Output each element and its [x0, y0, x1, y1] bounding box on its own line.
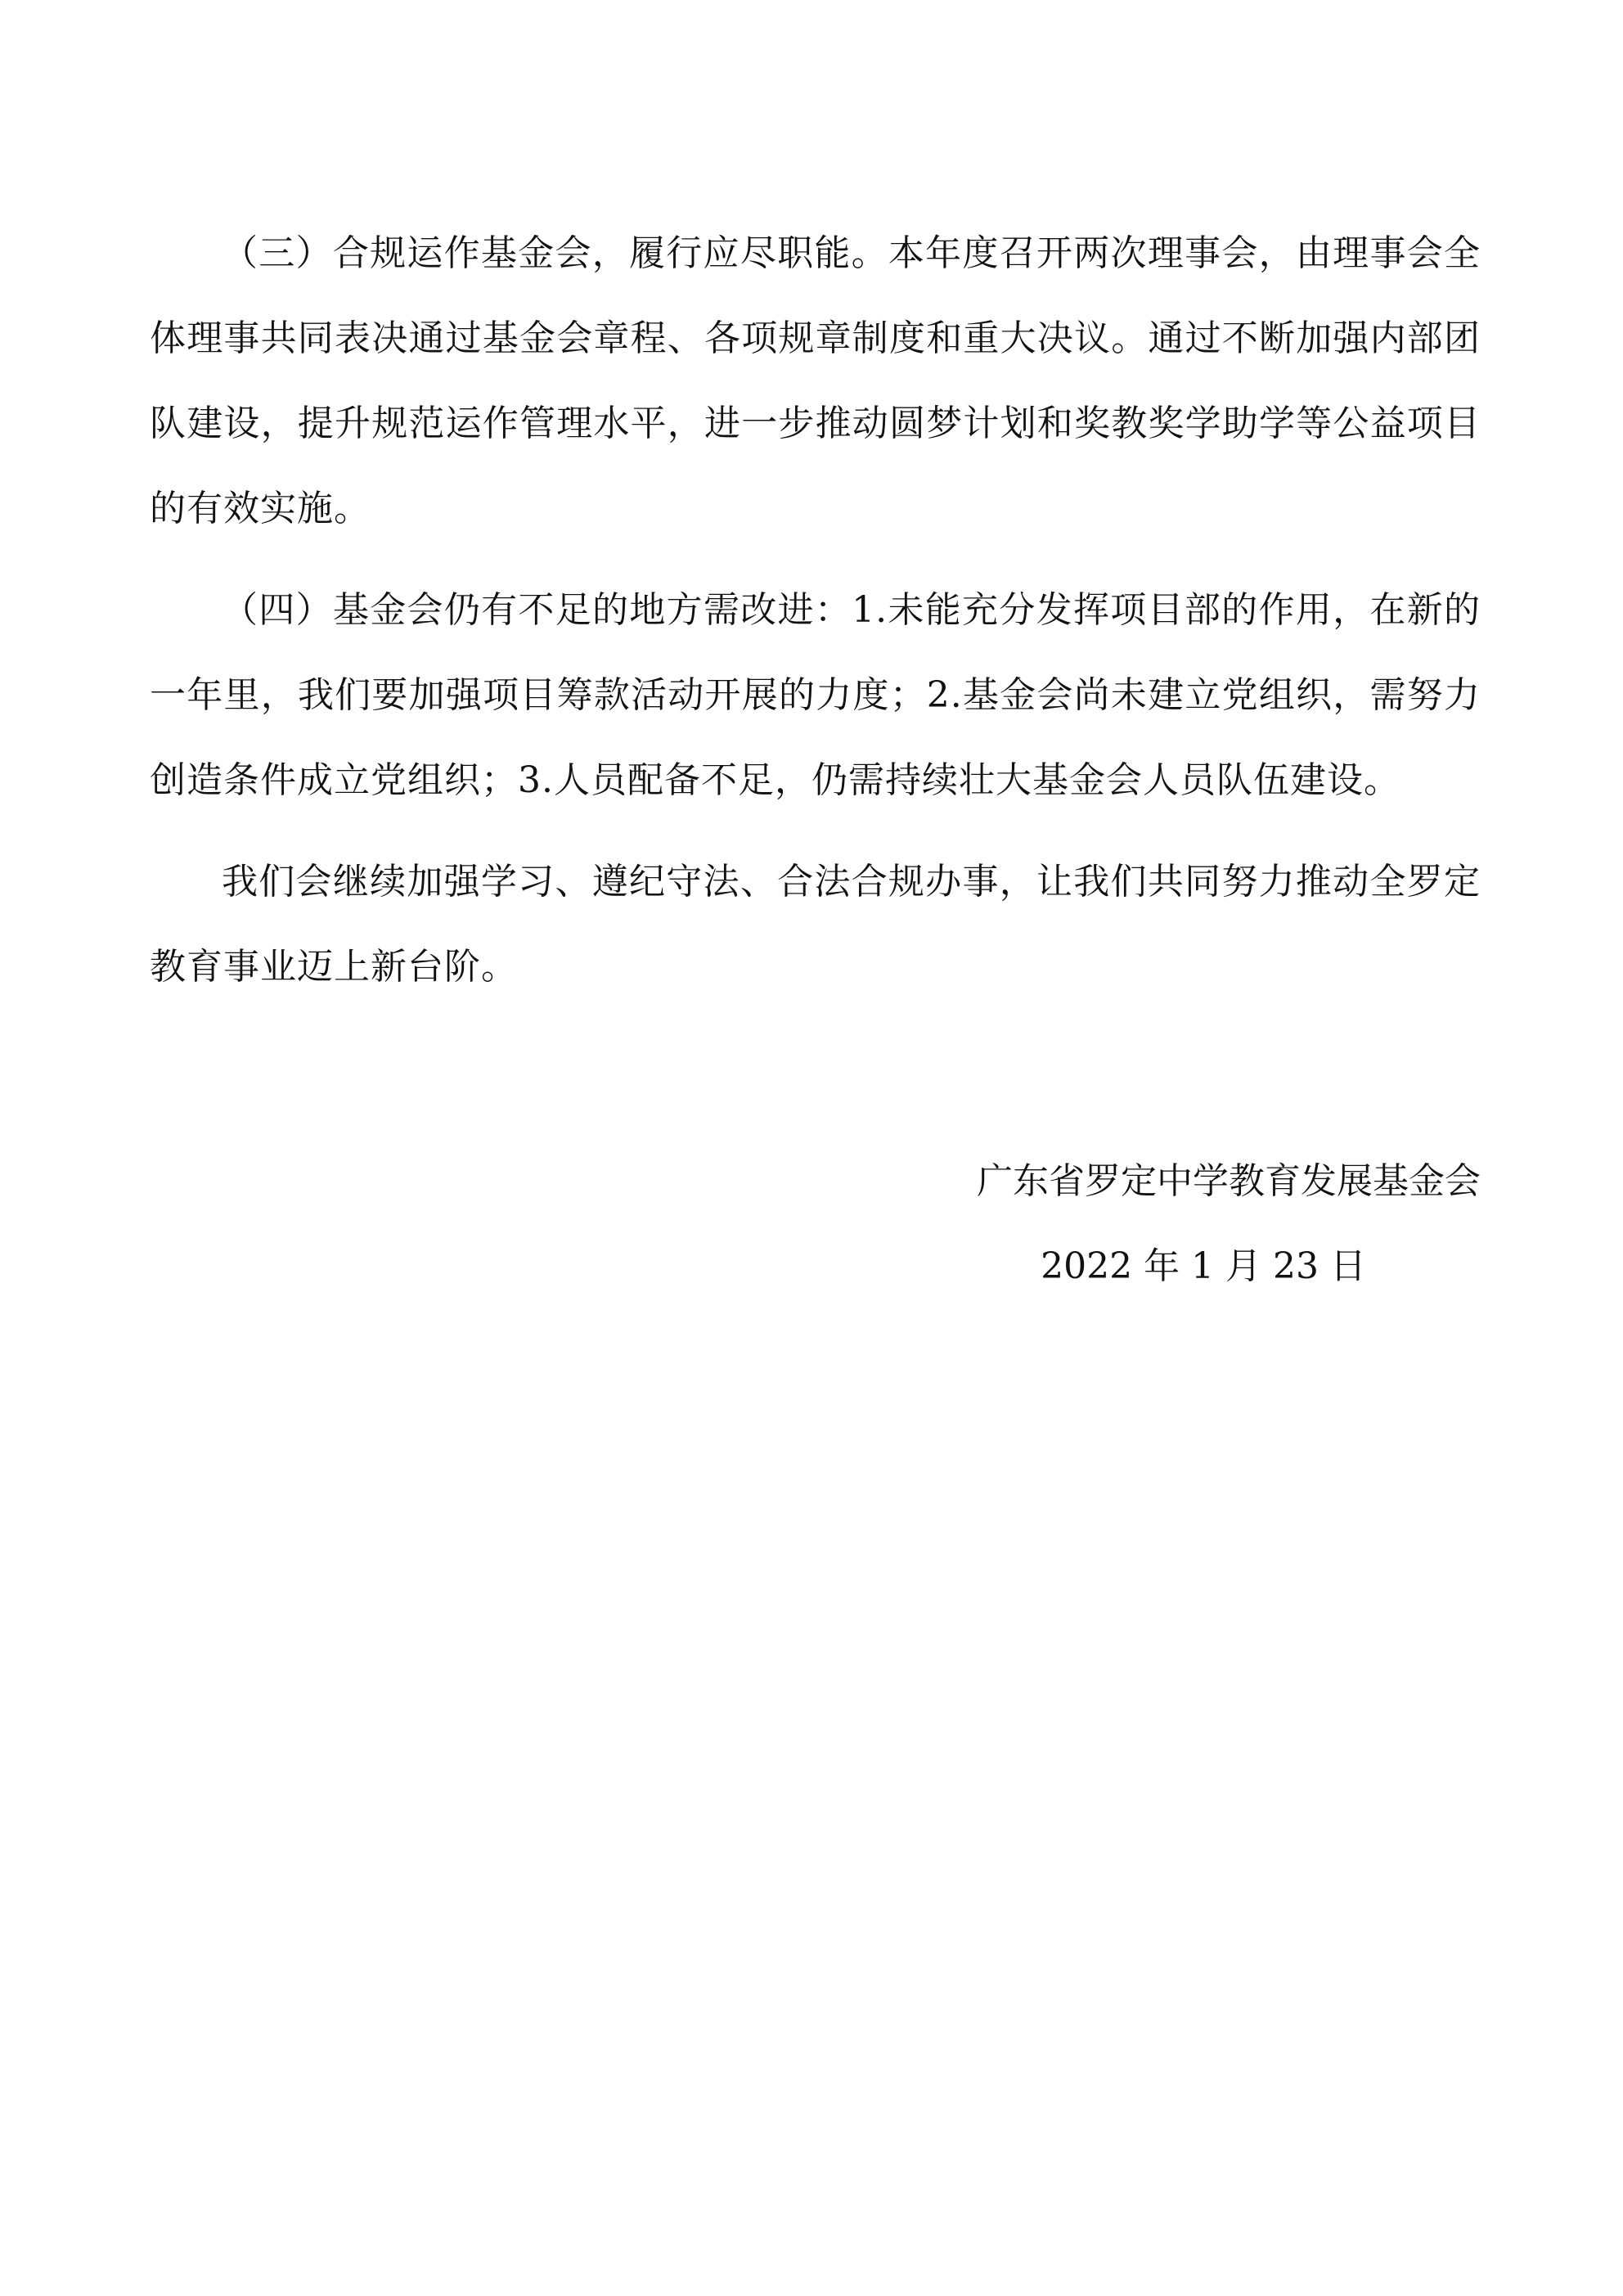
paragraph-section-three: （三）合规运作基金会，履行应尽职能。本年度召开两次理事会，由理事会全体理事共同表决通过基金会章程、各项规章制度和重大决议。通过不断加强内部团队建设，提升规范运作管理水平，进一步推动圆梦计划和奖教奖学助学等公益项目的有效实施。	[150, 232, 1481, 529]
signature-date: 2022 年 1 月 23 日	[1041, 1245, 1366, 1287]
paragraph-section-four: （四）基金会仍有不足的地方需改进：1.未能充分发挥项目部的作用，在新的一年里，我们要加强项目筹款活动开展的力度；2.基金会尚未建立党组织，需努力创造条件成立党组织；3.人员配备不足，仍需持续壮大基金会人员队伍建设。	[150, 589, 1481, 801]
signature-block	[744, 1139, 1481, 1309]
document-body	[150, 211, 1481, 1026]
paragraph-closing: 我们会继续加强学习、遵纪守法、合法合规办事，让我们共同努力推动全罗定教育事业迈上新台阶。	[150, 861, 1481, 988]
signature-organization: 广东省罗定中学教育发展基金会	[977, 1160, 1481, 1202]
